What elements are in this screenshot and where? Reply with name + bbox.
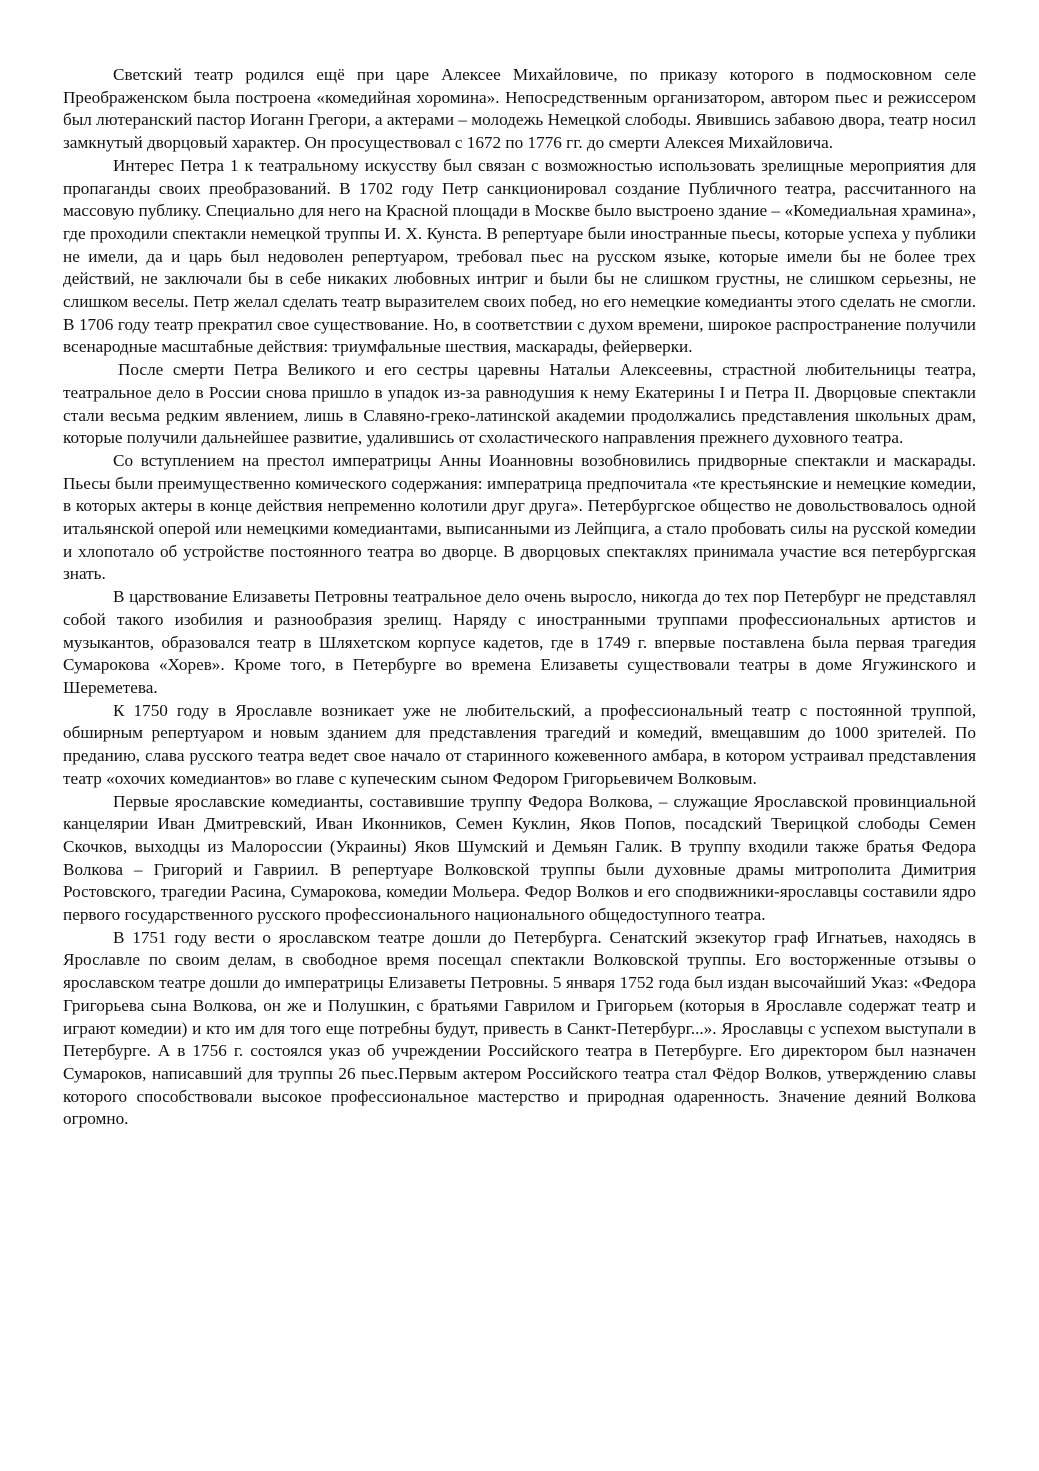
paragraph-5: В царствование Елизаветы Петровны театральное дело очень выросло, никогда до тех пор Петербург не представлял собой такого изобилия и разнообразия зрелищ. Наряду с иностранными труппами профессиональных артистов и музыкантов, образовался театр в Шляхетском корпусе кадетов, где в 1749 г. впервые поставлена была первая трагедия Сумарокова «Хорев». Кроме того, в Петербурге во времена Елизаветы существовали театры в доме Ягужинского и Шереметева. (63, 587, 976, 697)
paragraph-1: Светский театр родился ещё при царе Алексее Михайловиче, по приказу которого в подмосковном селе Преображенском была построена «комедийная хоромина». Непосредственным организатором, автором пьес и режиссером был лютеранский пастор Иоганн Грегори, а актерами – молодежь Немецкой слободы. Явившись забавою двора, театр носил замкнутый дворцовый характер. Он просуществовал с 1672 по 1776 гг. до смерти Алексея Михайловича. (63, 65, 976, 153)
paragraph-4: Со вступлением на престол императрицы Анны Иоанновны возобновились придворные спектакли и маскарады. Пьесы были преимущественно комического содержания: императрица предпочитала «те крестьянские и немецкие комедии, в которых актеры в конце действия непременно колотили друг друга». Петербургское общество не довольствовалось одной итальянской оперой или немецкими комедиантами, выписанными из Лейпцига, а стало пробовать силы на русской комедии и хлопотало об устройстве постоянного театра во дворце. В дворцовых спектаклях принимала участие вся петербургская знать. (63, 450, 976, 584)
paragraph-3: После смерти Петра Великого и его сестры царевны Натальи Алексеевны, страстной любительницы театра, театральное дело в России снова пришло в упадок из-за равнодушия к нему Екатерины I и Петра II. Дворцовые спектакли стали весьма редким явлением, лишь в Славяно-греко-латинской академии продолжались представления школьных драм, которые получили дальнейшее развитие, удалившись от схоластического направления прежнего духовного театра. (63, 360, 976, 448)
paragraph-8: В 1751 году вести о ярославском театре дошли до Петербурга. Сенатский экзекутор граф Игнатьев, находясь в Ярославле по своим делам, в свободное время посещал спектакли Волковской труппы. Его восторженные отзывы о ярославском театре дошли до императрицы Елизаветы Петровны. 5 января 1752 года был издан высочайший Указ: «Федора Григорьева сына Волкова, он же и Полушкин, с братьями Гаврилом и Григорьем (которыя в Ярославле содержат театр и играют комедии) и кто им для того еще потребны будут, привесть в Санкт-Петербург...». Ярославцы с успехом выступали в Петербурге. А в 1756 г. состоялся указ об учреждении Российского театра в Петербурге. Его директором был назначен Сумароков, написавший для труппы 26 пьес.Первым актером Российского театра стал Фёдор Волков, утверждению славы которого способствовали высокое профессиональное мастерство и природная одаренность. Значение деяний Волкова огромно. (63, 927, 976, 1129)
paragraph-2: Интерес Петра 1 к театральному искусству был связан с возможностью использовать зрелищные мероприятия для пропаганды своих преобразований. В 1702 году Петр санкционировал создание Публичного театра, рассчитанного на массовую публику. Специально для него на Красной площади в Москве было выстроено здание – «Комедиальная храмина», где проходили спектакли немецкой труппы И. Х. Кунста. В репертуаре были иностранные пьесы, которые успеха у публики не имели, да и царь был недоволен репертуаром, требовал пьес на русском языке, которые имели бы не более трех действий, не заключали бы в себе никаких любовных интриг и были бы не слишком грустны, не слишком серьезны, не слишком веселы. Петр желал сделать театр выразителем своих побед, но его немецкие комедианты этого сделать не смогли. В 1706 году театр прекратил свое существование. Но, в соответствии с духом времени, широкое распространение получили всенародные масштабные действия: триумфальные шествия, маскарады, фейерверки. (63, 155, 976, 357)
paragraph-6: К 1750 году в Ярославле возникает уже не любительский, а профессиональный театр с постоянной труппой, обширным репертуаром и новым зданием для представления трагедий и комедий, вмещавшим до 1000 зрителей. По преданию, слава русского театра ведет свое начало от старинного кожевенного амбара, в котором устраивал представления театр «охочих комедиантов» во главе с купеческим сыном Федором Григорьевичем Волковым. (63, 700, 976, 788)
paragraph-7: Первые ярославские комедианты, составившие труппу Федора Волкова, – служащие Ярославской провинциальной канцелярии Иван Дмитревский, Иван Иконников, Семен Куклин, Яков Попов, посадский Тверицкой слободы Семен Скочков, выходцы из Малороссии (Украины) Яков Шумский и Демьян Галик. В труппу входили также братья Федора Волкова – Григорий и Гавриил. В репертуаре Волковской труппы были духовные драмы митрополита Димитрия Ростовского, трагедии Расина, Сумарокова, комедии Мольера. Федор Волков и его сподвижники-ярославцы составили ядро первого государственного русского профессионального национального общедоступного театра. (63, 791, 976, 925)
document-page (63, 64, 976, 1131)
